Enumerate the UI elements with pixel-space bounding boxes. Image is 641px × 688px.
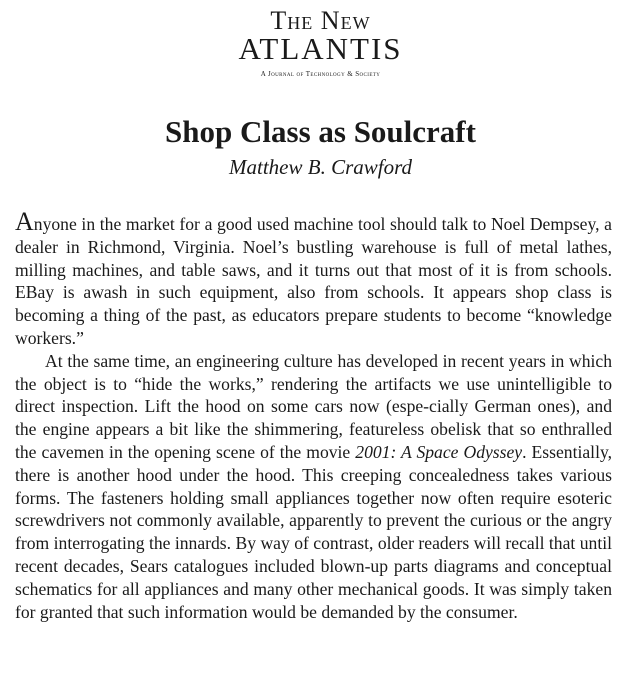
paragraph-1 [15,207,612,350]
film-title: 2001: A Space Odyssey [355,441,523,462]
paragraph-2-text-after: . Essentially, there is another hood under the hood. This creeping concealedness takes various forms. The fasteners holding small appliances together now often require esoteric screwdrivers not commonly available, apparently to prevent the curious or the angry from interrogating the innards. By way of contrast, older readers will recall that until recent decades, Sears catalogues included blown-up parts diagrams and conceptual schematics for all appliances and many other mechanical goods. It was simply taken for granted that such information would be demanded by the consumer. [15,441,613,622]
paragraph-2-text-before: At the same time, an engineering culture has developed in recent years in which the object is to “hide the works,” rendering the artifacts we use unintelligible to direct inspection. Lift the hood on some cars now (espe-cially German ones), and the engine appears a bit like the shimmering, featureless obelisk that so enthralled the cavemen in the opening scene of the movie [15,350,612,462]
drop-initial: A [15,207,34,236]
masthead-tagline: A Journal of Technology & Society [260,70,381,78]
article-body [15,207,613,623]
masthead-title-line2: ATLANTIS [238,31,403,66]
paragraph-1-text: nyone in the market for a good used machine tool should talk to Noel Dempsey, a dealer in Richmond, Virginia. Noel’s bustling warehouse is full of metal lathes, milling machines, and table saws, and it turns out that most of it is from schools. EBay is awash in such equipment, also from schools. It appears shop class is becoming a thing of the past, as educators prepare students to become “knowledge workers.” [15,214,612,348]
masthead [0,8,641,78]
article-author: Matthew B. Crawford [229,155,412,179]
article-title: Shop Class as Soulcraft [165,114,476,149]
masthead-title-line1: The New [270,6,371,35]
paragraph-2 [15,350,612,624]
